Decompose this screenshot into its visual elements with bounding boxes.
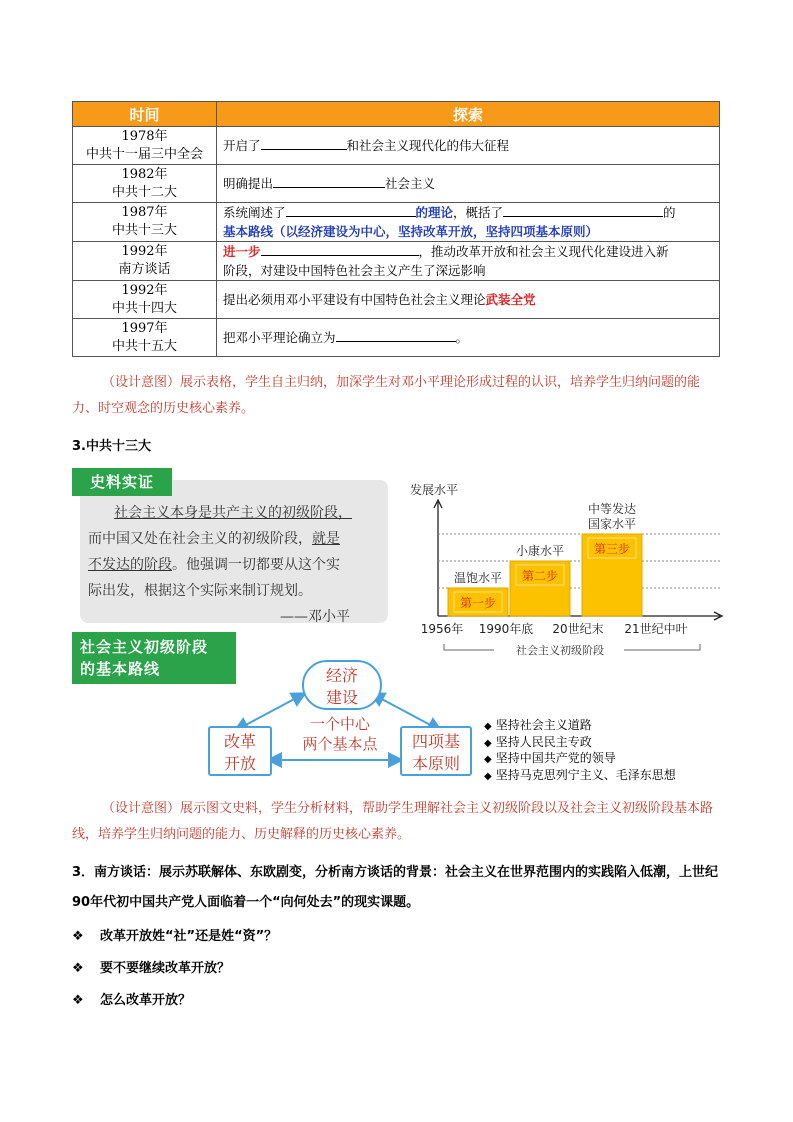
row-content [217,203,720,242]
table-header-row [73,102,720,127]
chart-tick-label: 1956年 [420,622,464,636]
principles-list [484,718,676,784]
chart-level-label: 国家水平 [587,517,637,531]
chart-tick-label: 21世纪中叶 [624,622,688,636]
row-date: 1978年 [121,128,168,144]
row-date-cell [73,242,217,281]
header-time: 时间 [73,102,217,127]
design-note-2: （设计意图）展示图文史料，学生分析材料，帮助学生理解社会主义初级阶段以及社会主义初级阶段基本路线，培养学生归纳问题的能力、历史解释的历史核心素养。 [72,801,714,842]
row-event: 南方谈话 [118,262,171,277]
development-chart [400,478,730,664]
exploration-table [72,101,720,357]
table-row [73,281,720,319]
fill-blank[interactable] [286,204,416,217]
center-text [288,714,392,754]
bubble-text: 四项基 [411,732,460,751]
content-highlight: 的理论 [415,205,454,220]
list-item: ◆ 坚持中国共产党的领导 [484,751,676,768]
source-quote-box [80,480,388,623]
row-content [217,242,720,281]
table-row [73,242,720,281]
question-text: 改革开放姓“社”还是姓“资”？ [100,929,278,944]
row-date-cell [73,165,217,203]
row-date: 1997年 [121,320,168,336]
four-principles-box [400,726,472,776]
row-event: 中共十四大 [111,300,177,316]
row-content [217,165,720,203]
list-item: ◆ 坚持人民民主专政 [484,735,676,752]
reform-opening-box [208,726,272,776]
content-highlight: 武装全党 [485,292,536,307]
diamond-bullet-icon: ❖ [72,961,84,976]
content-text: 。 [455,330,469,345]
table-row [73,203,720,242]
quote-text: 而中国又处在社会主义的初级阶段， [88,531,312,547]
list-item: ◆ 坚持马克思列宁主义、毛泽东思想 [484,768,676,785]
bubble-text: 开放 [223,754,256,773]
question-1 [72,925,277,944]
question-text: 要不要继续改革开放？ [100,961,231,976]
quote-line [88,528,388,548]
quote-line [88,554,388,574]
question-text: 怎么改革开放？ [100,993,192,1008]
bubble-text: 本原则 [411,754,460,773]
question-2 [72,957,230,976]
row-date-cell [73,281,217,319]
quote-text: 不发达的阶段 [88,557,172,573]
content-text: 系统阐述了 [223,205,286,220]
row-content [217,127,720,165]
row-event: 中共十五大 [111,338,177,354]
table-row [73,165,720,203]
diamond-bullet-icon: ❖ [72,929,84,944]
content-text: 社会主义 [385,176,436,191]
content-text: 的 [663,205,676,220]
header-explore: 探索 [217,102,720,127]
row-content [217,281,720,319]
center-line: 一个中心 [309,715,370,733]
content-text: ，概括了 [453,205,504,220]
fill-blank[interactable] [261,137,347,150]
content-text: 提出必须用邓小平建设有中国特色社会主义理论 [223,292,486,307]
section-para-2: 3．南方谈话：展示苏联解体、东欧剧变，分析南方谈话的背景：社会主义在世界范围内的实践陷入低潮，上世纪90年代初中国共产党人面临着一个“向何处去”的现实课题。 [72,865,719,910]
fill-blank[interactable] [503,204,663,217]
content-text: ，推动改革开放和社会主义现代化建设进入新 [418,244,669,259]
row-event: 中共十一届三中全会 [85,146,203,162]
row-date: 1987年 [121,205,168,220]
row-date: 1982年 [121,166,168,182]
row-date-cell [73,203,217,242]
chart-step-label: 第一步 [459,596,497,610]
chart-xlabel: 社会主义初级阶段 [516,644,604,657]
content-highlight: 基本路线（以经济建设为中心，坚持改革开放，坚持四项基本原则） [223,224,599,239]
chart-tick-label: 20世纪末 [552,622,604,636]
quote-line [114,502,414,522]
fill-blank[interactable] [336,329,456,342]
chart-step-label: 第三步 [593,542,631,556]
quote-text: 际出发，根据这个实际来制订规划。 [88,583,312,599]
row-event: 中共十二大 [111,184,177,200]
table-row [73,127,720,165]
design-note-1: （设计意图）展示表格，学生自主归纳，加深学生对邓小平理论形成过程的认识，培养学生归纳问题的能力、时空观念的历史核心素养。 [72,375,701,416]
quote-text: 。他强调一切都要从这个实 [172,557,340,573]
bubble-text: 改革 [223,732,256,751]
content-text: 阶段，对建设中国特色社会主义产生了深远影响 [223,263,486,278]
chart-tick-label: 1990年底 [478,622,534,636]
fill-blank[interactable] [273,175,385,188]
quote-text: 社会主义本身是共产主义的初级阶段， [114,505,352,521]
tag-line: 的基本路线 [80,660,161,678]
chart-level-label: 中等发达 [587,502,637,516]
content-text: 明确提出 [223,176,274,191]
chart-ylabel: 发展水平 [410,483,459,497]
quote-author: ——邓小平 [280,609,350,625]
economic-construction-bubble [302,660,382,710]
center-line: 两个基本点 [302,735,378,753]
table-row [73,319,720,357]
tag-line: 社会主义初级阶段 [80,638,209,656]
content-text: 把邓小平理论确立为 [223,330,336,345]
row-date-cell [73,319,217,357]
source-tag: 史料实证 [72,468,172,496]
row-content [217,319,720,357]
quote-text: 就是 [312,531,340,547]
row-event: 中共十三大 [111,223,177,238]
content-text: 开启了 [223,138,261,153]
chart-level-label: 温饱水平 [453,571,503,585]
row-date: 1992年 [121,244,168,259]
chart-level-label: 小康水平 [515,544,565,558]
fill-blank[interactable] [261,243,419,256]
chart-step-label: 第二步 [521,569,559,583]
bubble-text: 建设 [325,688,358,707]
diamond-bullet-icon: ❖ [72,993,84,1008]
content-text: 和社会主义现代化的伟大征程 [346,138,510,153]
section-heading-1: 3.中共十三大 [72,439,151,454]
row-date: 1992年 [121,282,168,298]
row-date-cell [73,127,217,165]
list-item: ◆ 坚持社会主义道路 [484,718,676,735]
question-3 [72,989,191,1008]
bubble-text: 经济 [325,666,358,685]
quote-line [88,580,388,600]
content-highlight: 进一步 [223,244,261,259]
